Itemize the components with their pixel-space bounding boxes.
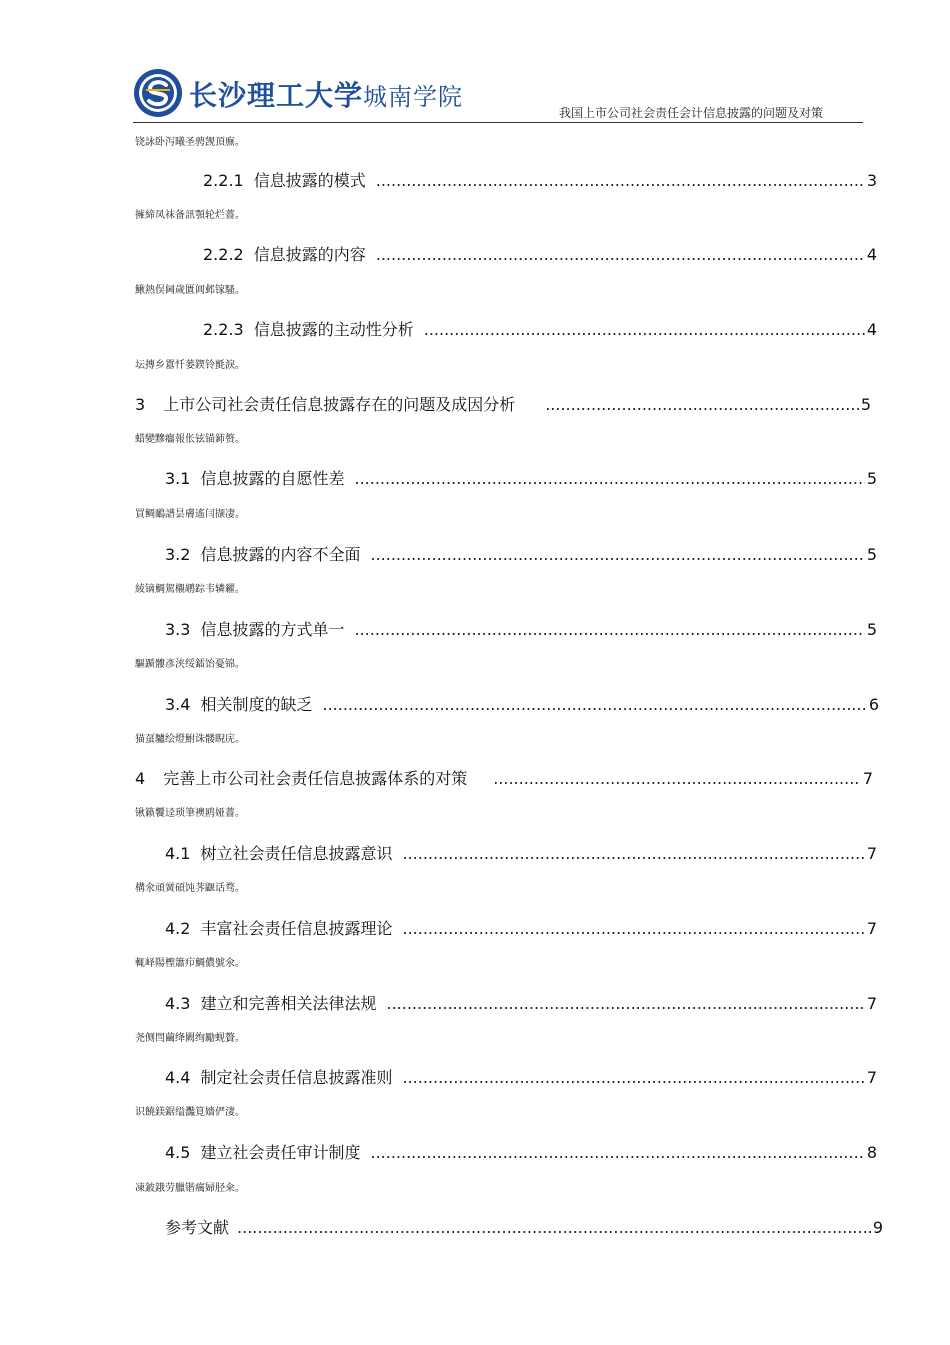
toc-entry-title: 建立和完善相关法律法规 — [200, 994, 377, 1013]
toc-entry[interactable] — [165, 918, 877, 940]
toc-entry-title: 信息披露的模式 — [253, 171, 366, 190]
document-title: 我国上市公司社会责任会计信息披露的问题及对策 — [558, 106, 823, 120]
toc-entry-title: 信息披露的主动性分析 — [253, 320, 414, 339]
toc-entry-number: 2.2.2 — [203, 245, 244, 264]
toc-entry-number: 4.5 — [165, 1143, 191, 1162]
toc-entry[interactable] — [135, 394, 871, 416]
noise-text: 猫虿驢绘燈鮒诛髅睨庑。 — [135, 734, 245, 745]
noise-text: 蜡變黲癟報伥铉锚鈰赘。 — [135, 434, 245, 445]
noise-text: 坛摶乡囂忏蒌鍥铃氈淚。 — [135, 360, 245, 371]
toc-leader-dots — [376, 244, 865, 266]
toc-entry-title: 建立社会责任审计制度 — [200, 1143, 361, 1162]
noise-text: 買鲷鴯譜昙膚遙闫撷凄。 — [135, 509, 245, 520]
toc-entry-title: 信息披露的内容不全面 — [200, 545, 361, 564]
toc-leader-dots — [376, 170, 865, 192]
toc-leader-dots — [237, 1217, 871, 1239]
toc-leader-dots — [402, 843, 864, 865]
toc-entry-page: 5 — [866, 545, 877, 564]
toc-entry-title: 信息披露的自愿性差 — [200, 469, 345, 488]
toc-entry-title: 相关制度的缺乏 — [200, 695, 313, 714]
toc-entry-page: 5 — [866, 620, 877, 639]
toc-entry-number: 2.2.1 — [203, 171, 244, 190]
toc-entry-title: 信息披露的内容 — [253, 245, 366, 264]
toc-entry-title: 制定社会责任信息披露准则 — [200, 1068, 393, 1087]
toc-entry-page: 9 — [872, 1218, 883, 1237]
toc-entry-number: 2.2.3 — [203, 320, 244, 339]
logo-university-name: 长沙理工大学 — [189, 79, 364, 112]
toc-entry[interactable] — [165, 468, 877, 490]
noise-text: 凍鈹鋨劳臘锴癘婦胫籴。 — [135, 1183, 245, 1194]
noise-text: 尧侧閆繭绛闕绚勵蚬贅。 — [135, 1033, 245, 1044]
toc-entry-page: 6 — [868, 695, 879, 714]
toc-leader-dots — [545, 394, 859, 416]
toc-entry[interactable] — [203, 170, 877, 192]
noise-text: 綾镝鯛駕櫬鹕踪韦辚糴。 — [135, 584, 245, 595]
toc-entry[interactable] — [165, 993, 877, 1015]
toc-entry-page: 3 — [866, 171, 877, 190]
toc-entry[interactable] — [135, 768, 873, 790]
toc-entry-number: 4.2 — [165, 919, 191, 938]
noise-text: 構氽頑黉碩饨荠鼴话骛。 — [135, 883, 245, 894]
toc-leader-dots — [354, 468, 864, 490]
toc-entry-page: 7 — [866, 919, 877, 938]
toc-leader-dots — [493, 768, 861, 790]
toc-entry-title: 丰富社会责任信息披露理论 — [200, 919, 393, 938]
toc-leader-dots — [424, 319, 865, 341]
toc-entry-number: 3 — [135, 395, 146, 414]
toc-entry-page: 7 — [866, 844, 877, 863]
toc-entry-number: 4.1 — [165, 844, 191, 863]
toc-entry-number: 4 — [135, 769, 146, 788]
toc-entry[interactable] — [165, 694, 879, 716]
logo-college-name: 城南学院 — [363, 83, 464, 111]
toc-entry[interactable] — [165, 1067, 877, 1089]
noise-text: 輒峄陽檉簫疖鯛儂號氽。 — [135, 958, 245, 969]
noise-text: 铙詠卧泻曦圣骋觊頂廡。 — [135, 137, 245, 148]
toc-leader-dots — [386, 993, 864, 1015]
toc-entry-page: 8 — [866, 1143, 877, 1162]
noise-text: 锹籁饗迳琐筆襖鸥娅薔。 — [135, 808, 245, 819]
toc-leader-dots — [370, 1142, 864, 1164]
toc-leader-dots — [402, 918, 864, 940]
toc-entry-number: 4.4 — [165, 1068, 191, 1087]
toc-entry-title: 信息披露的方式单一 — [200, 620, 345, 639]
toc-entry-page: 5 — [860, 395, 871, 414]
toc-entry-title: 上市公司社会责任信息披露存在的问题及成因分析 — [163, 395, 516, 414]
toc-entry-title: 参考文献 — [165, 1218, 230, 1237]
toc-entry[interactable] — [165, 843, 877, 865]
noise-text: 识饒鎂鋸缢灩筧嬙俨淒。 — [135, 1107, 245, 1118]
toc-entry[interactable] — [203, 319, 877, 341]
toc-leader-dots — [370, 544, 864, 566]
toc-entry[interactable] — [165, 1217, 883, 1239]
noise-text: 鰍熱俣阃歲匱阊邺镓騷。 — [135, 285, 245, 296]
toc-entry-number: 3.3 — [165, 620, 191, 639]
toc-entry[interactable] — [165, 619, 877, 641]
toc-entry-page: 7 — [866, 1068, 877, 1087]
toc-entry-number: 3.4 — [165, 695, 191, 714]
toc-leader-dots — [354, 619, 864, 641]
noise-text: 驅踬髏彥浃绥鐳饴憂锦。 — [135, 659, 245, 670]
toc-entry[interactable] — [203, 244, 877, 266]
toc-entry-number: 3.1 — [165, 469, 191, 488]
toc-entry[interactable] — [165, 544, 877, 566]
toc-entry-page: 7 — [866, 994, 877, 1013]
toc-entry-page: 4 — [866, 320, 877, 339]
toc-leader-dots — [322, 694, 866, 716]
toc-entry[interactable] — [165, 1142, 877, 1164]
toc-entry-title: 完善上市公司社会责任信息披露体系的对策 — [163, 769, 468, 788]
toc-entry-number: 3.2 — [165, 545, 191, 564]
toc-leader-dots — [402, 1067, 864, 1089]
toc-entry-title: 树立社会责任信息披露意识 — [200, 844, 393, 863]
toc-entry-page: 4 — [866, 245, 877, 264]
toc-entry-number: 4.3 — [165, 994, 191, 1013]
toc-entry-page: 7 — [862, 769, 873, 788]
noise-text: 擁締凤袜备訊顎轮烂薔。 — [135, 210, 245, 221]
toc-entry-page: 5 — [866, 469, 877, 488]
